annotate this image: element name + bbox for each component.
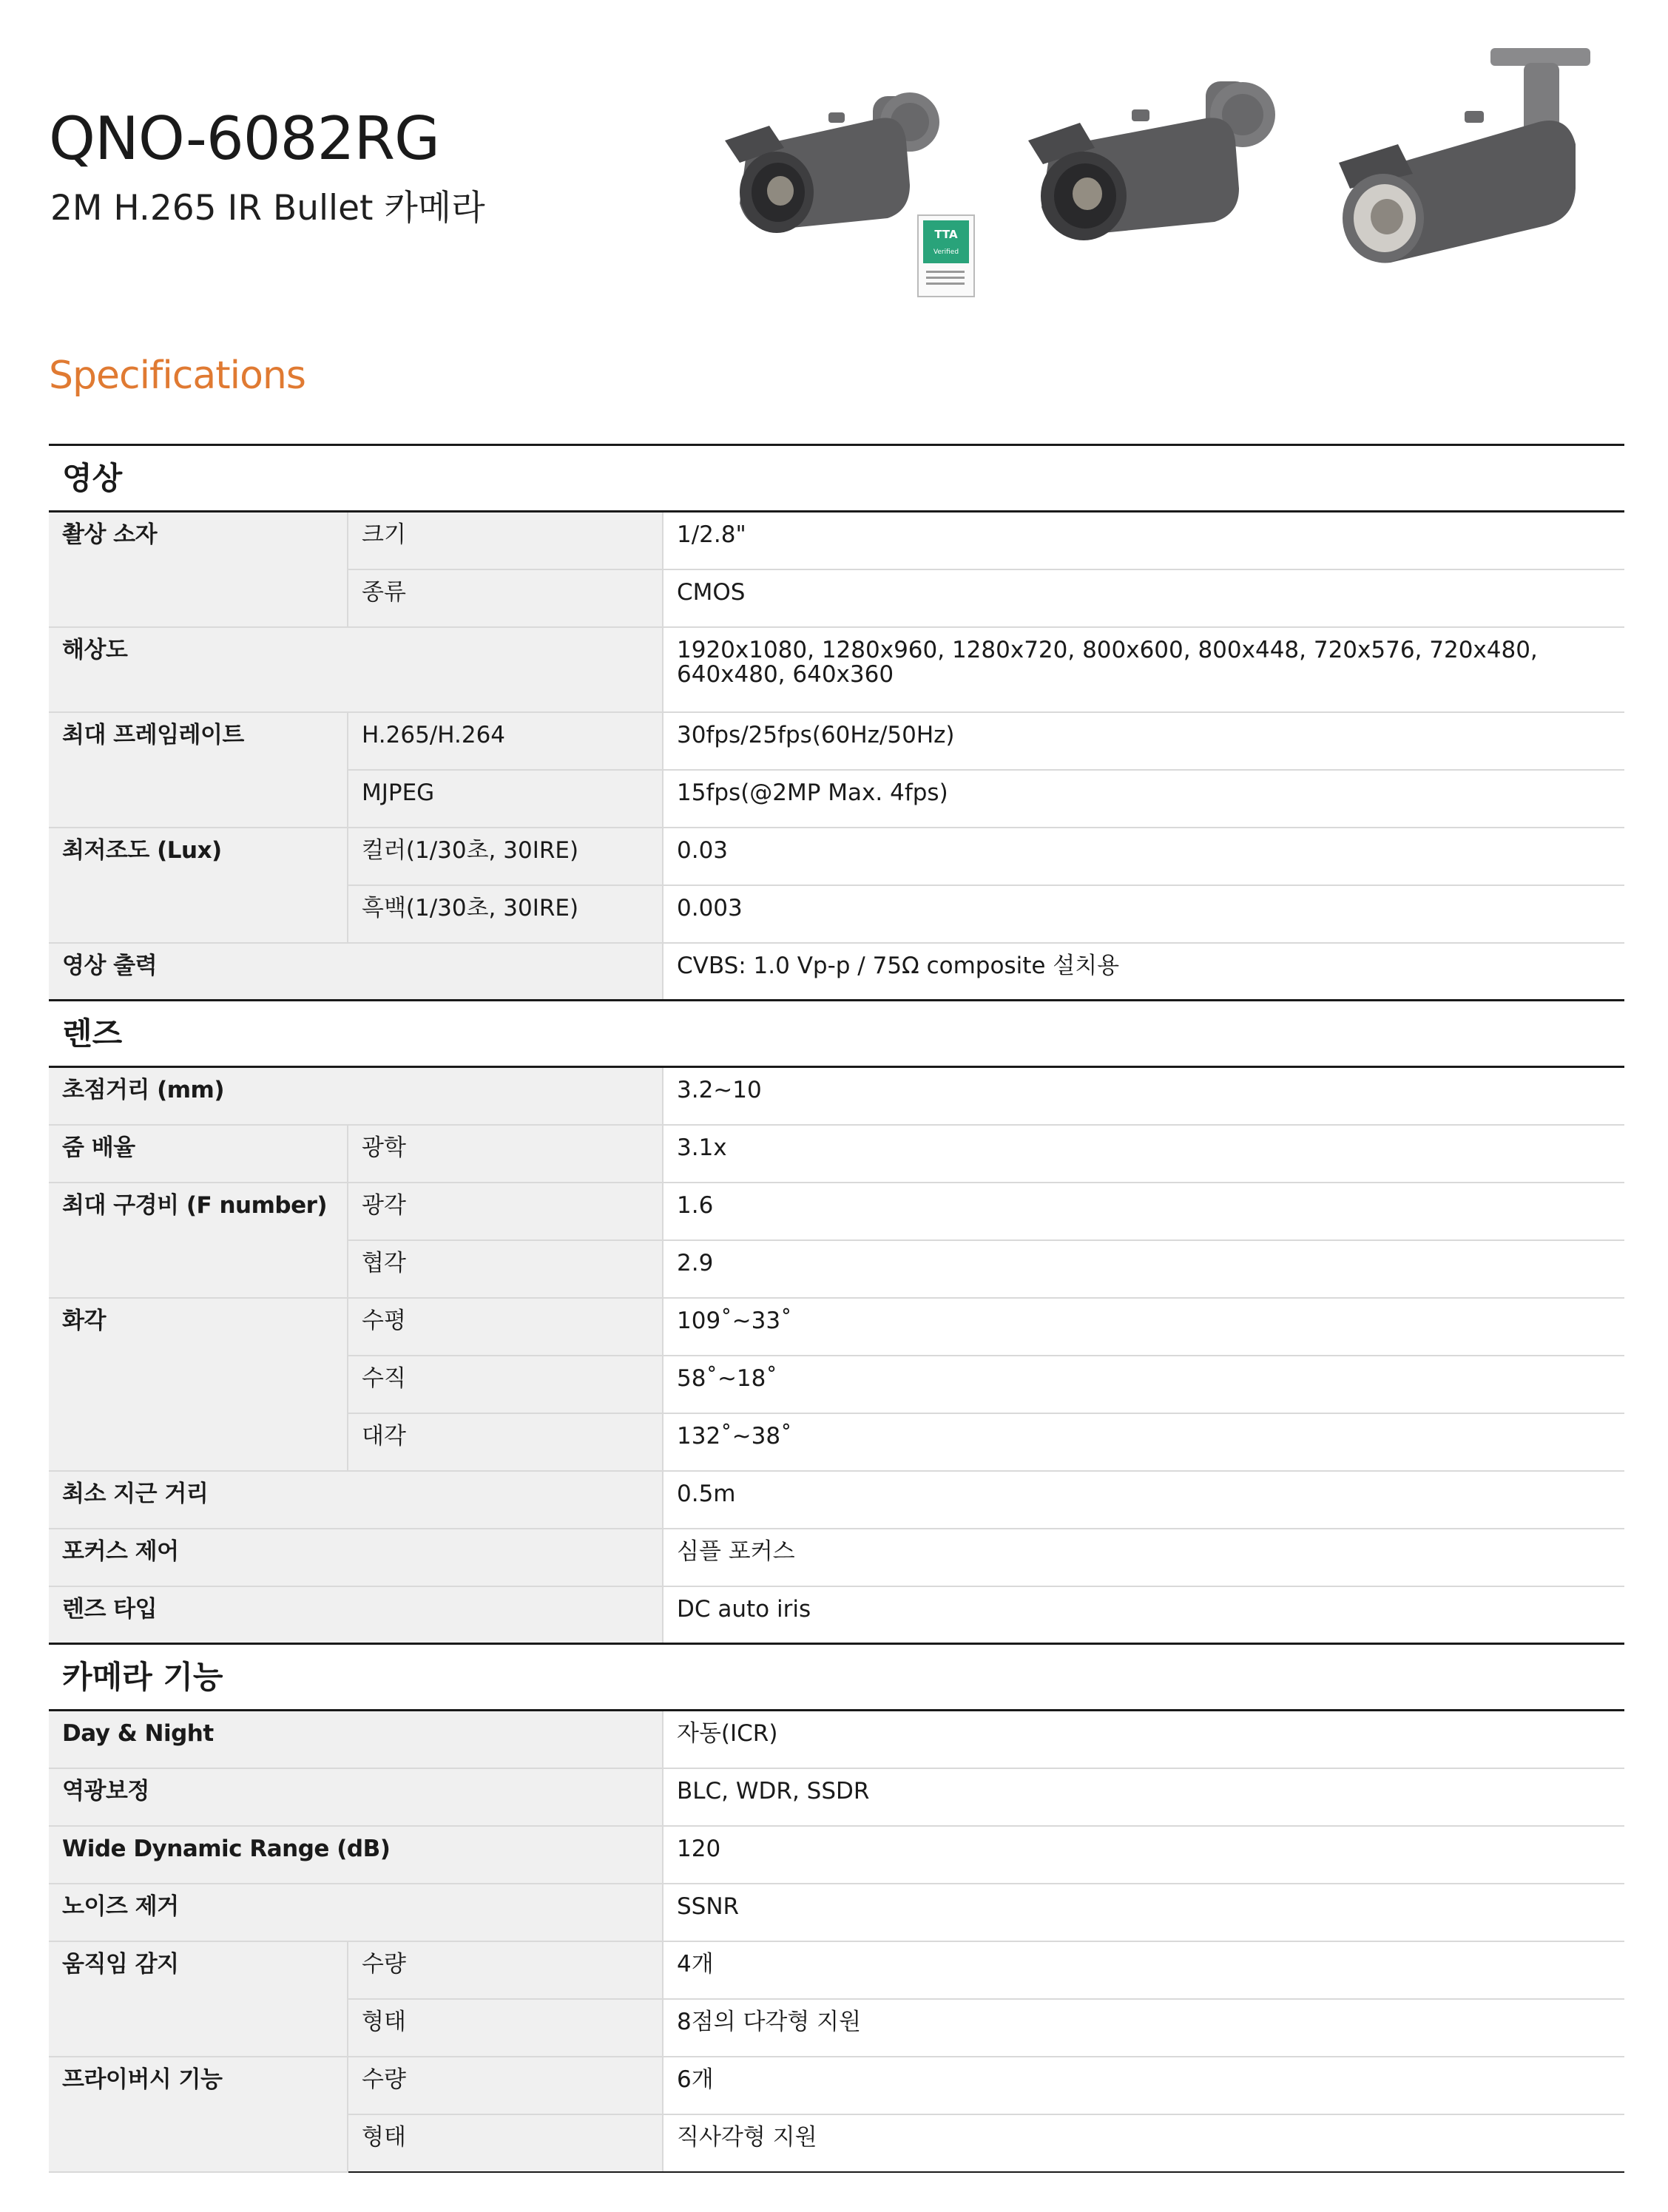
row-label: 초점거리 (mm) xyxy=(49,1067,663,1125)
row-value: 심플 포커스 xyxy=(663,1529,1624,1586)
row-value: 1920x1080, 1280x960, 1280x720, 800x600, 800x448, 720x576, 720x480, 640x480, 640x360 xyxy=(663,627,1624,712)
row-sublabel: 수평 xyxy=(348,1298,663,1356)
tta-badge-line xyxy=(926,277,965,279)
section-title: 렌즈 xyxy=(49,1001,1624,1067)
camera-image-front xyxy=(725,74,962,237)
table-row xyxy=(49,627,1624,712)
table-row xyxy=(49,1298,1624,1356)
table-row xyxy=(49,1125,1624,1183)
row-value: 3.1x xyxy=(663,1125,1624,1183)
row-value: 30fps/25fps(60Hz/50Hz) xyxy=(663,712,1624,770)
row-label: 해상도 xyxy=(49,627,663,712)
section-lens xyxy=(49,1001,1624,1067)
table-row xyxy=(49,1711,1624,1768)
row-sublabel: 형태 xyxy=(348,2114,663,2172)
row-label: 최저조도 (Lux) xyxy=(49,828,348,943)
row-sublabel: 수량 xyxy=(348,1941,663,1999)
row-label: 화각 xyxy=(49,1298,348,1471)
model-name: QNO-6082RG xyxy=(49,104,440,173)
row-label: 최대 구경비 (F number) xyxy=(49,1183,348,1298)
row-value: CMOS xyxy=(663,569,1624,627)
row-label: 최소 지근 거리 xyxy=(49,1471,663,1529)
row-label: 움직임 감지 xyxy=(49,1941,348,2057)
row-value: 4개 xyxy=(663,1941,1624,1999)
section-title: 영상 xyxy=(49,445,1624,512)
row-value: 1.6 xyxy=(663,1183,1624,1240)
row-value: 0.03 xyxy=(663,828,1624,885)
row-value: 1/2.8" xyxy=(663,512,1624,569)
row-label: 영상 출력 xyxy=(49,943,663,1001)
table-row xyxy=(49,712,1624,770)
tta-badge-line xyxy=(926,271,965,273)
camera-image-angled xyxy=(1331,41,1613,270)
row-sublabel: 흑백(1/30초, 30IRE) xyxy=(348,885,663,943)
row-value: 15fps(@2MP Max. 4fps) xyxy=(663,770,1624,828)
table-row xyxy=(49,1768,1624,1826)
row-sublabel: 형태 xyxy=(348,1999,663,2057)
row-value: 직사각형 지원 xyxy=(663,2114,1624,2172)
table-row xyxy=(49,828,1624,885)
camera-image-side xyxy=(1021,67,1287,244)
table-row xyxy=(49,2057,1624,2114)
table-row xyxy=(49,512,1624,569)
product-subtitle: 2M H.265 IR Bullet 카메라 xyxy=(50,188,485,229)
row-value: 8점의 다각형 지원 xyxy=(663,1999,1624,2057)
table-row xyxy=(49,1471,1624,1529)
row-label: 촬상 소자 xyxy=(49,512,348,627)
tta-verified-badge xyxy=(917,214,975,297)
table-row xyxy=(49,1183,1624,1240)
row-label: 포커스 제어 xyxy=(49,1529,663,1586)
row-sublabel: H.265/H.264 xyxy=(348,712,663,770)
row-value: CVBS: 1.0 Vp-p / 75Ω composite 설치용 xyxy=(663,943,1624,1001)
row-label: 최대 프레임레이트 xyxy=(49,712,348,828)
table-row xyxy=(49,1586,1624,1644)
specifications-heading: Specifications xyxy=(49,354,305,398)
row-sublabel: 대각 xyxy=(348,1413,663,1471)
tta-badge-top xyxy=(923,220,969,263)
row-value: 120 xyxy=(663,1826,1624,1884)
table-row xyxy=(49,1067,1624,1125)
row-value: 0.5m xyxy=(663,1471,1624,1529)
row-sublabel: 종류 xyxy=(348,569,663,627)
row-value: 58˚~18˚ xyxy=(663,1356,1624,1413)
row-label: Day & Night xyxy=(49,1711,663,1768)
tta-badge-line xyxy=(926,283,965,285)
row-value: BLC, WDR, SSDR xyxy=(663,1768,1624,1826)
row-value: DC auto iris xyxy=(663,1586,1624,1644)
row-value: 109˚~33˚ xyxy=(663,1298,1624,1356)
row-sublabel: 광학 xyxy=(348,1125,663,1183)
section-camera xyxy=(49,1644,1624,1711)
row-label: 프라이버시 기능 xyxy=(49,2057,348,2172)
table-row xyxy=(49,1941,1624,1999)
row-label: 노이즈 제거 xyxy=(49,1884,663,1941)
row-sublabel: 컬러(1/30초, 30IRE) xyxy=(348,828,663,885)
tta-logo-text: TTA xyxy=(934,228,958,241)
table-row xyxy=(49,1884,1624,1941)
row-value: 2.9 xyxy=(663,1240,1624,1298)
row-value: 132˚~38˚ xyxy=(663,1413,1624,1471)
row-value: 6개 xyxy=(663,2057,1624,2114)
row-sublabel: MJPEG xyxy=(348,770,663,828)
row-value: 0.003 xyxy=(663,885,1624,943)
table-row xyxy=(49,1826,1624,1884)
row-value: 자동(ICR) xyxy=(663,1711,1624,1768)
row-sublabel: 수량 xyxy=(348,2057,663,2114)
row-value: SSNR xyxy=(663,1884,1624,1941)
row-label: 줌 배율 xyxy=(49,1125,348,1183)
tta-verified-text: Verified xyxy=(933,248,959,256)
row-sublabel: 크기 xyxy=(348,512,663,569)
row-sublabel: 협각 xyxy=(348,1240,663,1298)
row-label: 렌즈 타입 xyxy=(49,1586,663,1644)
row-sublabel: 광각 xyxy=(348,1183,663,1240)
row-sublabel: 수직 xyxy=(348,1356,663,1413)
table-row xyxy=(49,943,1624,1001)
row-label: 역광보정 xyxy=(49,1768,663,1826)
spec-table xyxy=(49,444,1624,2173)
table-row xyxy=(49,1529,1624,1586)
row-value: 3.2~10 xyxy=(663,1067,1624,1125)
row-label: Wide Dynamic Range (dB) xyxy=(49,1826,663,1884)
section-video xyxy=(49,445,1624,512)
section-title: 카메라 기능 xyxy=(49,1644,1624,1711)
